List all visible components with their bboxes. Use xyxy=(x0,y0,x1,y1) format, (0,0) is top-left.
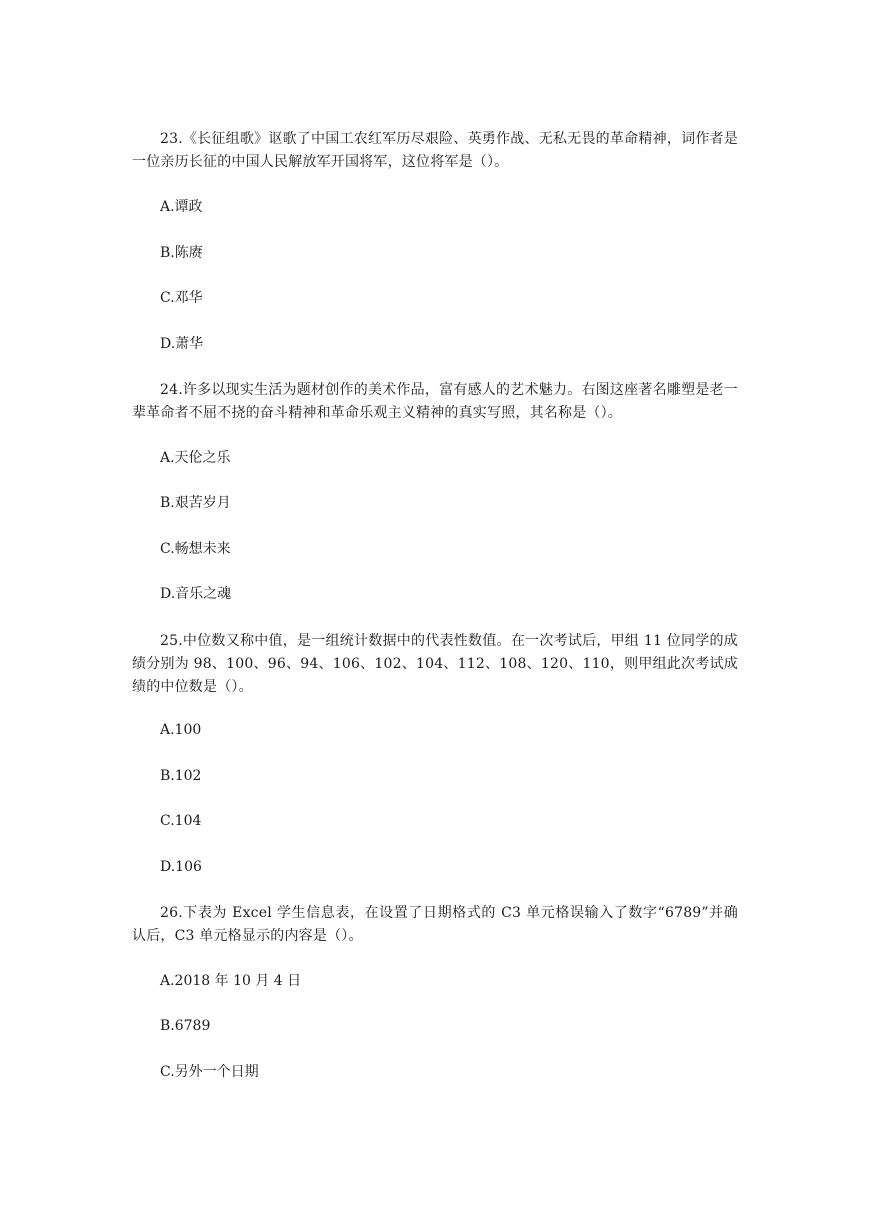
question-26-stem: 26.下表为 Excel 学生信息表，在设置了日期格式的 C3 单元格误输入了数字“6789”并确认后，C3 单元格显示的内容是（）。 xyxy=(132,905,738,944)
question-23-stem: 23.《长征组歌》讴歌了中国工农红军历尽艰险、英勇作战、无私无畏的革命精神，词作者是一位亲历长征的中国人民解放军开国将军，这位将军是（）。 xyxy=(132,131,738,170)
question-24-option-c: C.畅想未来 xyxy=(160,541,231,557)
question-24-option-b: B.艰苦岁月 xyxy=(160,495,231,511)
question-23-option-b: B.陈赓 xyxy=(160,245,203,261)
question-25-option-b: B.102 xyxy=(160,768,202,784)
question-25-option-a: A.100 xyxy=(160,722,202,738)
question-23-option-c: C.邓华 xyxy=(160,290,203,306)
question-25-option-d: D.106 xyxy=(160,859,202,875)
question-23-option-d: D.萧华 xyxy=(160,336,204,352)
question-23-option-a: A.谭政 xyxy=(160,199,203,215)
question-24-option-d: D.音乐之魂 xyxy=(160,586,232,602)
question-25-stem: 25.中位数又称中值，是一组统计数据中的代表性数值。在一次考试后，甲组 11 位同学的成绩分别为 98、100、96、94、106、102、104、112、108、120、110，则甲组此次考试成绩的中位数是（）。 xyxy=(132,633,738,695)
question-24-option-a: A.天伦之乐 xyxy=(160,450,231,466)
question-25-option-c: C.104 xyxy=(160,813,202,829)
question-26-option-b: B.6789 xyxy=(160,1018,211,1034)
question-26-option-c: C.另外一个日期 xyxy=(160,1064,259,1080)
question-26-option-a: A.2018 年 10 月 4 日 xyxy=(160,973,302,989)
question-24-stem: 24.许多以现实生活为题材创作的美术作品，富有感人的艺术魅力。右图这座著名雕塑是老一辈革命者不屈不挠的奋斗精神和革命乐观主义精神的真实写照，其名称是（）。 xyxy=(132,382,738,421)
